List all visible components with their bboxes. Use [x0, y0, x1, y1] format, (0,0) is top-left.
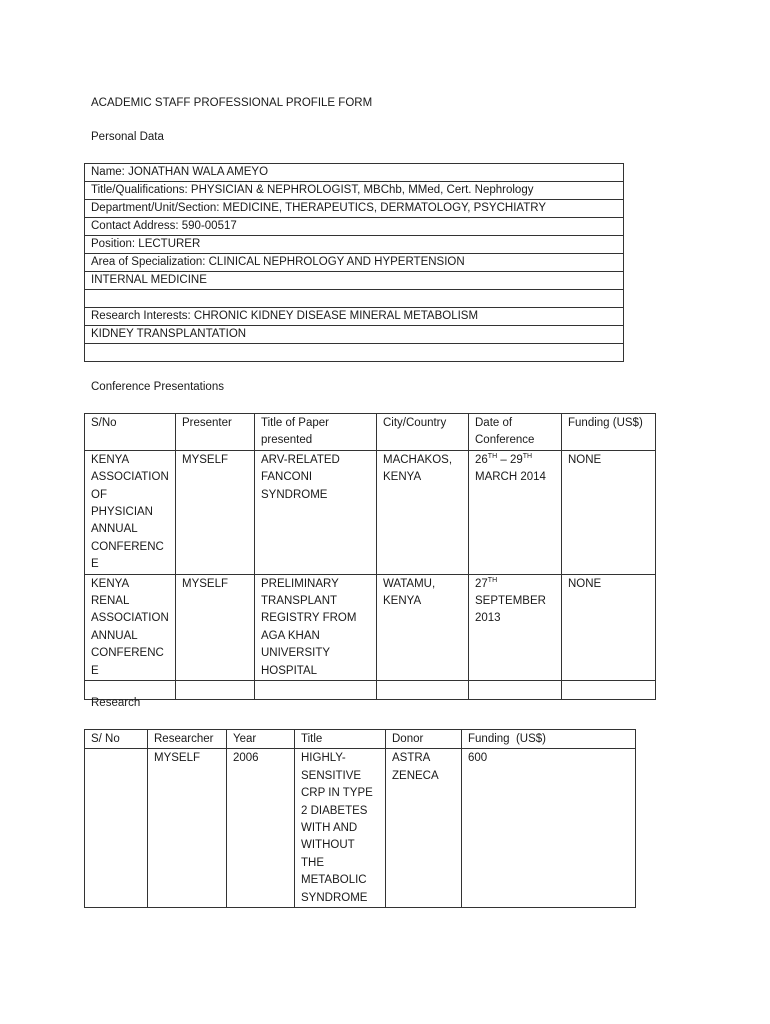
funding-cell: 600 [462, 749, 636, 908]
research-table [84, 729, 636, 908]
presenter-cell: MYSELF [176, 574, 255, 680]
column-header: Title [295, 730, 386, 749]
date-cell: 27TH SEPTEMBER 2013 [469, 574, 562, 680]
table-row [85, 254, 624, 272]
department-field: Department/Unit/Section: MEDICINE, THERAPEUTICS, DERMATOLOGY, PSYCHIATRY [85, 200, 624, 218]
table-row [85, 218, 624, 236]
column-header: Date of Conference [469, 414, 562, 451]
specialization-field: Area of Specialization: CLINICAL NEPHROLOGY AND HYPERTENSION [85, 254, 624, 272]
empty-cell [85, 344, 624, 362]
column-header: Researcher [148, 730, 227, 749]
column-header: Presenter [176, 414, 255, 451]
contact-address-field: Contact Address: 590-00517 [85, 218, 624, 236]
researcher-cell: MYSELF [148, 749, 227, 908]
table-header-row [85, 414, 656, 451]
conference-name: KENYA RENAL ASSOCIATION ANNUAL CONFERENCE [85, 574, 176, 680]
funding-cell: NONE [562, 574, 656, 680]
table-header-row [85, 730, 636, 749]
city-cell: WATAMU, KENYA [377, 574, 469, 680]
column-header: Donor [386, 730, 462, 749]
column-header: Year [227, 730, 295, 749]
year-cell: 2006 [227, 749, 295, 908]
research-interests-field: Research Interests: CHRONIC KIDNEY DISEASE MINERAL METABOLISM [85, 308, 624, 326]
research-heading: Research [91, 697, 141, 709]
paper-title-cell: PRELIMINARY TRANSPLANT REGISTRY FROM AGA KHAN UNIVERSITY HOSPITAL [255, 574, 377, 680]
table-row [85, 326, 624, 344]
empty-cell [469, 681, 562, 700]
table-row [85, 749, 636, 908]
personal-data-table [84, 163, 624, 362]
donor-cell: ASTRA ZENECA [386, 749, 462, 908]
column-header: City/Country [377, 414, 469, 451]
table-row [85, 344, 624, 362]
conference-heading: Conference Presentations [91, 381, 224, 393]
presenter-cell: MYSELF [176, 450, 255, 574]
sno-cell [85, 749, 148, 908]
table-row [85, 574, 656, 680]
personal-data-heading: Personal Data [91, 131, 164, 143]
empty-cell [176, 681, 255, 700]
research-title-cell: HIGHLY-SENSITIVE CRP IN TYPE 2 DIABETES WITH AND WITHOUT THE METABOLIC SYNDROME [295, 749, 386, 908]
position-field: Position: LECTURER [85, 236, 624, 254]
form-title: ACADEMIC STAFF PROFESSIONAL PROFILE FORM [91, 97, 373, 109]
table-row [85, 164, 624, 182]
specialization-continued: INTERNAL MEDICINE [85, 272, 624, 290]
column-header: Funding (US$) [562, 414, 656, 451]
funding-cell: NONE [562, 450, 656, 574]
table-row [85, 236, 624, 254]
column-header: Funding (US$) [462, 730, 636, 749]
table-row [85, 681, 656, 700]
conference-name: KENYA ASSOCIATION OF PHYSICIAN ANNUAL CONFERENCE [85, 450, 176, 574]
date-cell: 26TH – 29TH MARCH 2014 [469, 450, 562, 574]
empty-cell [255, 681, 377, 700]
empty-cell [377, 681, 469, 700]
table-row [85, 450, 656, 574]
paper-title-cell: ARV-RELATED FANCONI SYNDROME [255, 450, 377, 574]
column-header: Title of Paper presented [255, 414, 377, 451]
empty-cell [562, 681, 656, 700]
table-row [85, 290, 624, 308]
research-interests-continued: KIDNEY TRANSPLANTATION [85, 326, 624, 344]
column-header: S/ No [85, 730, 148, 749]
column-header: S/No [85, 414, 176, 451]
table-row [85, 308, 624, 326]
conference-table [84, 413, 656, 700]
qualifications-field: Title/Qualifications: PHYSICIAN & NEPHROLOGIST, MBChb, MMed, Cert. Nephrology [85, 182, 624, 200]
empty-cell [85, 290, 624, 308]
name-field: Name: JONATHAN WALA AMEYO [85, 164, 624, 182]
table-row [85, 272, 624, 290]
table-row [85, 182, 624, 200]
city-cell: MACHAKOS, KENYA [377, 450, 469, 574]
table-row [85, 200, 624, 218]
